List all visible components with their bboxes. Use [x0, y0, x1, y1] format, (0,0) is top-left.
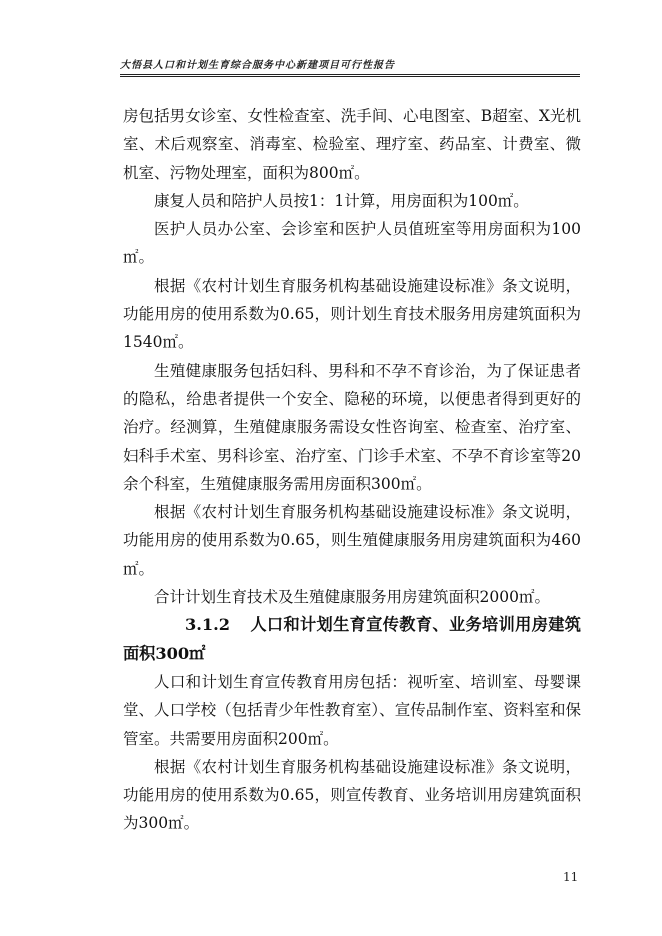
- section-number: 3.1.2: [185, 615, 231, 635]
- paragraph-reproductive-area: 根据《农村计划生育服务机构基础设施建设标准》条文说明，功能用房的使用系数为0.65，则生殖健康服务用房建筑面积为460㎡。: [123, 503, 581, 578]
- section-title: 人口和计划生育宣传教育、业务培训用房建筑面积300㎡: [123, 615, 581, 663]
- paragraph-rehab: 康复人员和陪护人员按1：1计算，用房面积为100㎡。: [154, 191, 529, 210]
- paragraph-room-list: 房包括男女诊室、女性检查室、洗手间、心电图室、B超室、X光机室、术后观察室、消毒室、检验室、理疗室、药品室、计费室、微机室、污物处理室，面积为800㎡。: [123, 107, 581, 182]
- header-rule: [120, 74, 580, 77]
- paragraph-education-area: 根据《农村计划生育服务机构基础设施建设标准》条文说明，功能用房的使用系数为0.65，则宣传教育、业务培训用房建筑面积为300㎡。: [123, 757, 581, 833]
- section-heading: [123, 611, 581, 668]
- paragraph-staff-office: 医护人员办公室、会诊室和医护人员值班室等用房面积为100㎡。: [123, 220, 581, 267]
- document-body: [123, 102, 581, 838]
- page-number: 11: [563, 870, 579, 884]
- paragraph-education-rooms: 人口和计划生育宣传教育用房包括：视听室、培训室、母婴课堂、人口学校（包括青少年性教育室）、宣传品制作室、资料室和保管室。共需要用房面积200㎡。: [123, 672, 581, 748]
- paragraph-reproductive-health: 生殖健康服务包括妇科、男科和不孕不育诊治，为了保证患者的隐私，给患者提供一个安全、隐秘的环境，以便患者得到更好的治疗。经测算，生殖健康服务需设女性咨询室、检查室、治疗室、妇科手术室、男科诊室、治疗室、门诊手术室、不孕不育诊室等20余个科室，生殖健康服务需用房面积300㎡。: [123, 361, 581, 493]
- running-header: 大悟县人口和计划生育综合服务中心新建项目可行性报告: [120, 60, 395, 71]
- paragraph-total-area: 合计计划生育技术及生殖健康服务用房建筑面积2000㎡。: [154, 588, 550, 607]
- paragraph-tech-service-area: 根据《农村计划生育服务机构基础设施建设标准》条文说明，功能用房的使用系数为0.65，则计划生育技术服务用房建筑面积为1540㎡。: [123, 276, 581, 352]
